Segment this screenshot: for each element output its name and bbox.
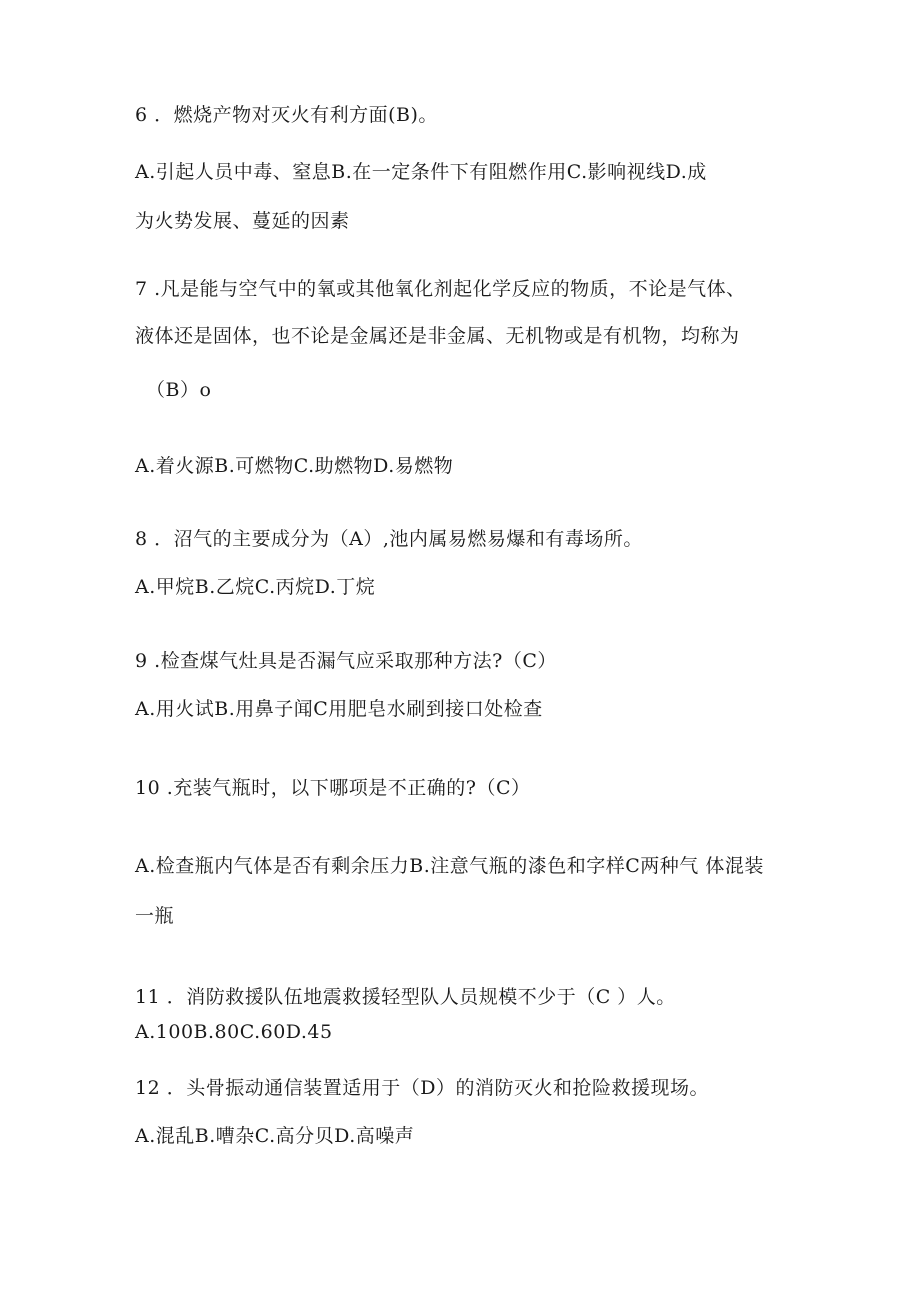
question-7-cont: 液体还是固体，也不论是金属还是非金属、无机物或是有机物，均称为 bbox=[135, 325, 740, 347]
question-7-options: A.着火源B.可燃物C.助燃物D.易燃物 bbox=[135, 455, 454, 477]
question-6-options: A.引起人员中毒、窒息B.在一定条件下有阻燃作用C.影响视线D.成 bbox=[135, 161, 707, 183]
question-11-options: A.100B.80C.60D.45 bbox=[135, 1021, 333, 1043]
question-6-options-cont: 为火势发展、蔓延的因素 bbox=[135, 210, 350, 232]
question-10-options-cont: 一瓶 bbox=[135, 905, 175, 927]
question-12-options: A.混乱B.嘈杂C.高分贝D.高噪声 bbox=[135, 1125, 415, 1147]
question-11: 11 ．消防救援队伍地震救援轻型队人员规模不少于（C ）人。 bbox=[135, 986, 676, 1008]
question-10: 10 .充装气瓶时，以下哪项是不正确的?（C） bbox=[135, 777, 531, 799]
question-7: 7 .凡是能与空气中的氧或其他氧化剂起化学反应的物质，不论是气体、 bbox=[135, 278, 746, 300]
question-10-options: A.检查瓶内气体是否有剩余压力B.注意气瓶的漆色和字样C两种气 体混装 bbox=[135, 855, 764, 877]
question-8: 8 ．沼气的主要成分为（A）,池内属易燃易爆和有毒场所。 bbox=[135, 528, 643, 550]
question-9-options: A.用火试B.用鼻子闻C用肥皂水刷到接口处检查 bbox=[135, 698, 543, 720]
question-7-answer: （B）o bbox=[146, 379, 212, 401]
question-9: 9 .检查煤气灶具是否漏气应采取那种方法?（C） bbox=[135, 650, 557, 672]
question-12: 12 ．头骨振动通信装置适用于（D）的消防灭火和抢险救援现场。 bbox=[135, 1077, 709, 1099]
question-8-options: A.甲烷B.乙烷C.丙烷D.丁烷 bbox=[135, 576, 376, 598]
question-6: 6 ．燃烧产物对灭火有利方面(B)。 bbox=[135, 104, 438, 126]
